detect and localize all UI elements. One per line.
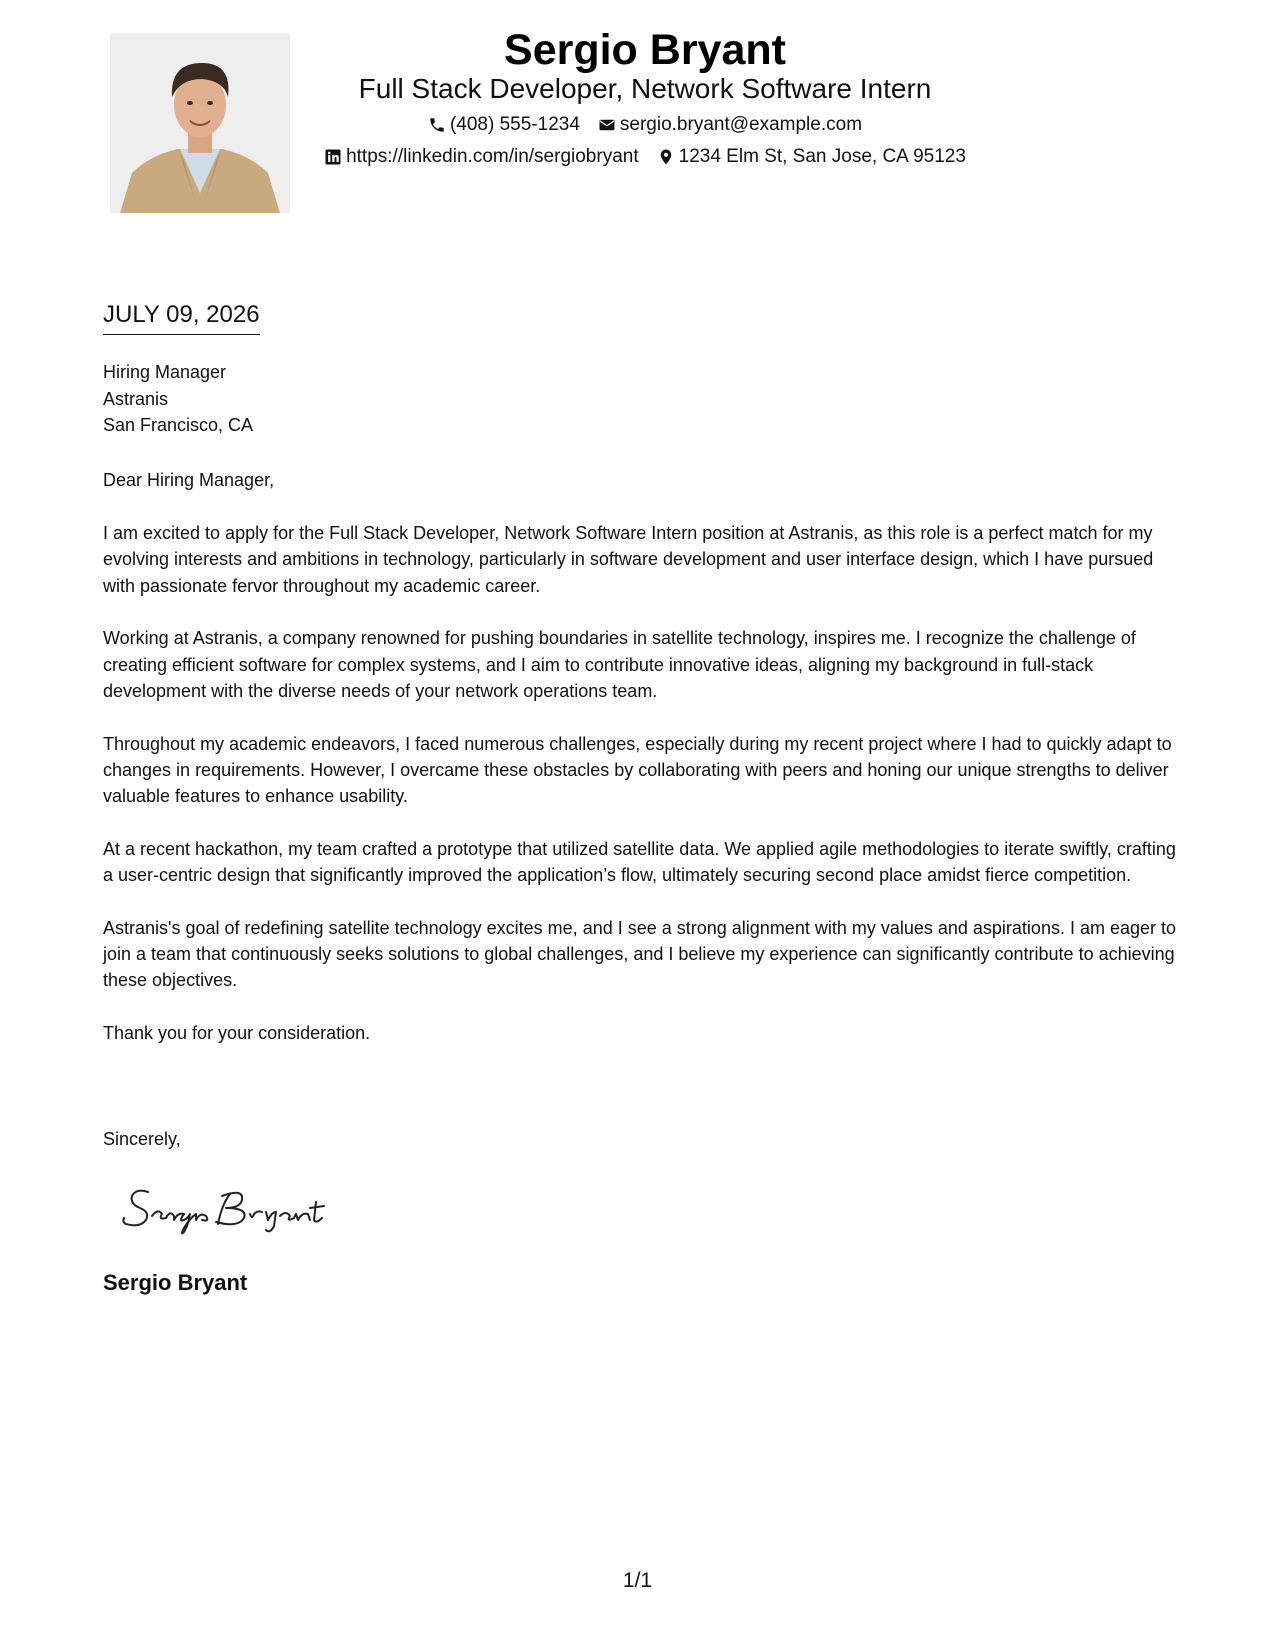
contact-row-primary bbox=[290, 112, 1000, 138]
email-contact bbox=[598, 112, 862, 138]
job-title: Full Stack Developer, Network Software Intern bbox=[358, 73, 932, 104]
page-number: 1/1 bbox=[622, 1569, 653, 1592]
street-address: 1234 Elm St, San Jose, CA 95123 bbox=[678, 146, 966, 167]
linkedin-url: https://linkedin.com/in/sergiobryant bbox=[346, 146, 639, 167]
recipient-line: Astranis bbox=[103, 388, 169, 409]
linkedin-contact bbox=[324, 144, 639, 170]
phone-number: (408) 555-1234 bbox=[449, 114, 580, 135]
signer-name: Sergio Bryant bbox=[103, 1270, 248, 1295]
letter-body bbox=[103, 520, 1183, 1073]
body-paragraph: Astranis's goal of redefining satellite technology excites me, and I see a strong alignment with my values and aspirations. I am eager to join a team that continuously seeks solutions to global challenges, and I believe my experience can significantly contribute to achieving these objectives. bbox=[103, 917, 1177, 991]
phone-icon bbox=[428, 116, 446, 134]
envelope-icon bbox=[598, 116, 616, 134]
address-contact bbox=[657, 144, 966, 170]
body-paragraph: Throughout my academic endeavors, I faced numerous challenges, especially during my recent project where I had to quickly adapt to changes in requirements. However, I overcame these obstacles by collaborating with peers and honing our unique strengths to deliver valuable features to enhance usability. bbox=[103, 733, 1172, 807]
contact-row-secondary bbox=[290, 144, 1000, 170]
letter-date: JULY 09, 2026 bbox=[103, 299, 260, 335]
body-paragraph: At a recent hackathon, my team crafted a prototype that utilized satellite data. We applied agile methodologies to iterate swiftly, crafting a user-centric design that significantly improved the application’s flow, ultimately securing second place amidst fierce competition. bbox=[103, 838, 1176, 886]
body-paragraph: Thank you for your consideration. bbox=[103, 1023, 371, 1044]
handwritten-signature bbox=[118, 1178, 358, 1238]
phone-contact bbox=[428, 112, 580, 138]
linkedin-icon bbox=[324, 148, 342, 166]
recipient-line: San Francisco, CA bbox=[103, 415, 254, 435]
body-paragraph: I am excited to apply for the Full Stack Developer, Network Software Intern position at Astranis, as this role is a perfect match for my evolving interests and ambitions in technology, particularly in software development and user interface design, which I have pursued with passionate fervor throughout my academic career. bbox=[103, 523, 1154, 596]
map-pin-icon bbox=[657, 148, 675, 166]
recipient-block bbox=[103, 359, 253, 439]
closing: Sincerely, bbox=[103, 1129, 181, 1149]
profile-photo bbox=[110, 33, 290, 213]
body-paragraph: Working at Astranis, a company renowned for pushing boundaries in satellite technology, inspires me. I recognize the challenge of creating efficient software for complex systems, and I aim to contribute innovative ideas, aligning my background in full-stack development with the diverse needs of your network operations team. bbox=[103, 628, 1136, 701]
applicant-name: Sergio Bryant bbox=[504, 26, 786, 74]
salutation: Dear Hiring Manager, bbox=[103, 470, 275, 490]
recipient-line: Hiring Manager bbox=[103, 362, 227, 382]
email-address: sergio.bryant@example.com bbox=[619, 114, 863, 135]
